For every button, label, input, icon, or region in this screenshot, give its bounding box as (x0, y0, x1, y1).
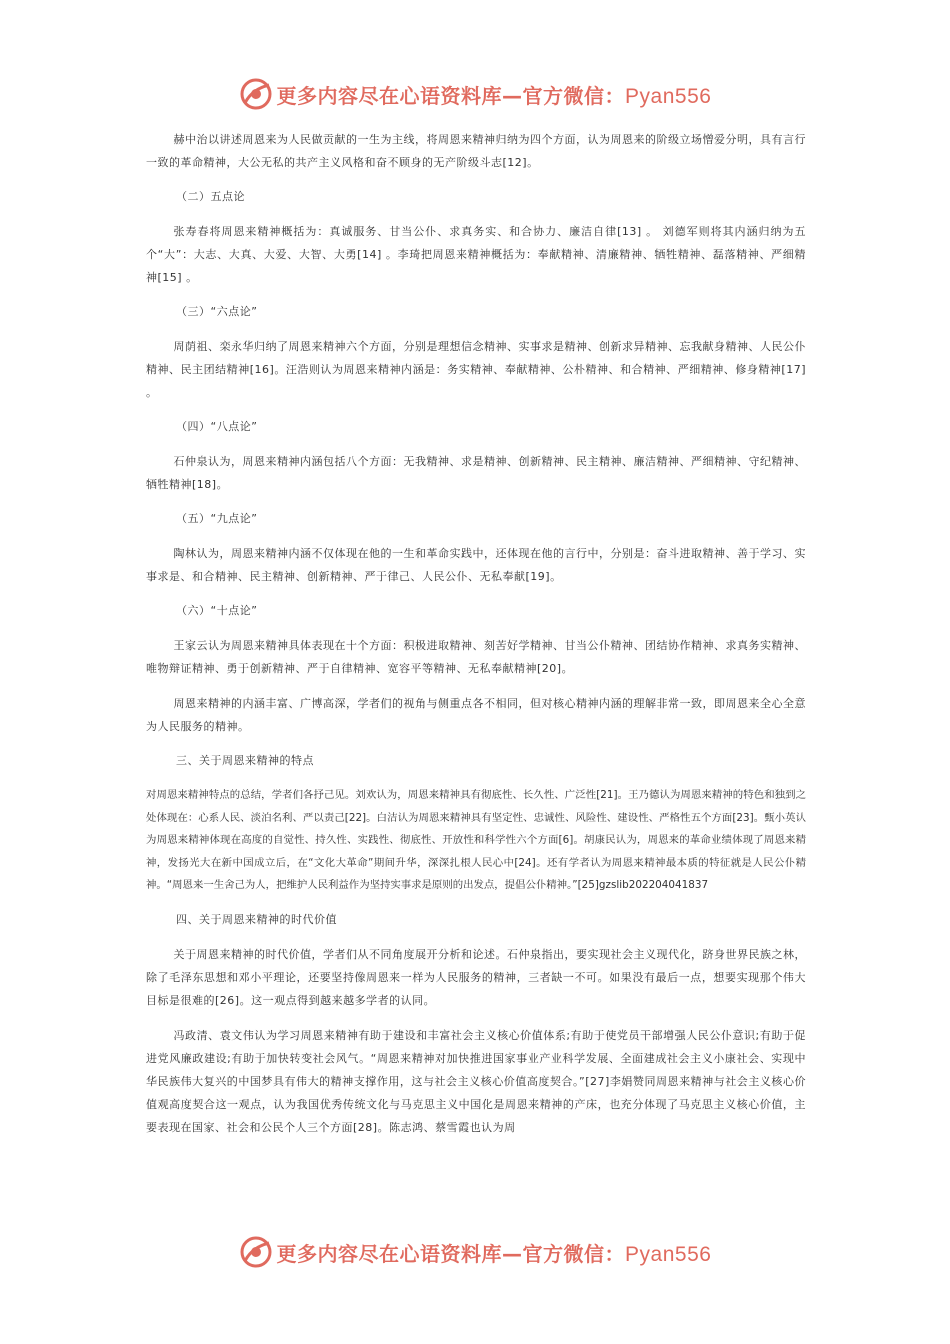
section-heading: （三）“六点论” (176, 305, 258, 318)
document-body (146, 128, 806, 1151)
section-heading: （二）五点论 (176, 190, 245, 203)
logo-icon (239, 77, 273, 111)
wechat-id: Pyan556 (625, 84, 712, 108)
banner-text: 更多内容尽在心语资料库—官方微信：Pyan556 (276, 1241, 712, 1266)
section-heading: （四）“八点论” (176, 420, 258, 433)
paragraph: 对周恩来精神特点的总结，学者们各抒己见。刘欢认为，周恩来精神具有彻底性、长久性、广泛性[21]。王乃德认为周恩来精神的特色和独到之处体现在：心系人民、淡泊名利、严以责己[22]。白洁认为周恩来精神具有坚定性、忠诚性、风险性、建设性、严格性五个方面[23]。甄小英认为周恩来精神体现在高度的自觉性、持久性、实践性、彻底性、开放性和科学性六个方面[6]。胡康民认为，周恩来的革命业绩体现了周恩来精神，发扬光大在新中国成立后，在“文化大革命”期间升华，深深扎根人民心中[24]。还有学者认为周恩来精神最本质的特征就是人民公仆精神。“周恩来一生舍己为人，把维护人民利益作为坚持实事求是原则的出发点，提倡公仆精神。”[25]gzslib202204041837 (146, 789, 806, 891)
paragraph: 关于周恩来精神的时代价值，学者们从不同角度展开分析和论述。石仲泉指出，要实现社会主义现代化，跻身世界民族之林，除了毛泽东思想和邓小平理论，还要坚持像周恩来一样为人民服务的精神，三者缺一不可。如果没有最后一点，想要实现那个伟大目标是很难的[26]。这一观点得到越来越多学者的认同。 (146, 947, 806, 1007)
header-banner (0, 74, 950, 114)
banner-text: 更多内容尽在心语资料库—官方微信：Pyan556 (276, 83, 712, 108)
paragraph: 冯政清、袁文伟认为学习周恩来精神有助于建设和丰富社会主义核心价值体系;有助于使党员干部增强人民公仆意识;有助于促进党风廉政建设;有助于加快转变社会风气。“周恩来精神对加快推进国家事业产业科学发展、全面建成社会主义小康社会、实现中华民族伟大复兴的中国梦具有伟大的精神支撑作用，这与社会主义核心价值高度契合。”[27]李娟赞同周恩来精神与社会主义核心价值观高度契合这一观点，认为我国优秀传统文化与马克思主义中国化是周恩来精神的产床，也充分体现了马克思主义核心价值，主要表现在国家、社会和公民个人三个方面[28]。陈志鸿、蔡雪霞也认为周 (146, 1028, 806, 1134)
footer-banner (0, 1232, 950, 1272)
wechat-id: Pyan556 (625, 1242, 712, 1266)
paragraph: 周恩来精神的内涵丰富、广博高深，学者们的视角与侧重点各不相同，但对核心精神内涵的理解非常一致，即周恩来全心全意为人民服务的精神。 (146, 697, 806, 733)
paragraph: 周荫祖、栾永华归纳了周恩来精神六个方面，分别是理想信念精神、实事求是精神、创新求异精神、忘我献身精神、人民公仆精神、民主团结精神[16]。汪浩则认为周恩来精神内涵是：务实精神、奉献精神、公朴精神、和合精神、严细精神、修身精神[17] 。 (146, 340, 806, 399)
paragraph: 陶林认为，周恩来精神内涵不仅体现在他的一生和革命实践中，还体现在他的言行中，分别是：奋斗进取精神、善于学习、实事求是、和合精神、民主精神、创新精神、严于律己、人民公仆、无私奉献[19]。 (146, 547, 806, 583)
logo-icon (239, 1235, 273, 1269)
paragraph: 张寿春将周恩来精神概括为：真诚服务、甘当公仆、求真务实、和合协力、廉洁自律[13] 。 刘德军则将其内涵归纳为五个“大”：大志、大真、大爱、大智、大勇[14] 。李琦把周恩来精神概括为：奉献精神、清廉精神、牺牲精神、磊落精神、严细精神[15] 。 (146, 225, 806, 284)
paragraph: 赫中治以讲述周恩来为人民做贡献的一生为主线，将周恩来精神归纳为四个方面，认为周恩来的阶级立场憎爱分明，具有言行一致的革命精神，大公无私的共产主义风格和奋不顾身的无产阶级斗志[12]。 (146, 133, 806, 169)
section-heading: （五）“九点论” (176, 512, 258, 525)
section-heading: （六）“十点论” (176, 604, 258, 617)
paragraph: 王家云认为周恩来精神具体表现在十个方面：积极进取精神、刻苦好学精神、甘当公仆精神、团结协作精神、求真务实精神、唯物辩证精神、勇于创新精神、严于自律精神、宽容平等精神、无私奉献精神[20]。 (146, 639, 806, 675)
section-heading: 四、关于周恩来精神的时代价值 (176, 912, 337, 926)
paragraph: 石仲泉认为，周恩来精神内涵包括八个方面：无我精神、求是精神、创新精神、民主精神、廉洁精神、严细精神、守纪精神、牺牲精神[18]。 (146, 455, 806, 491)
section-heading: 三、关于周恩来精神的特点 (176, 754, 314, 767)
